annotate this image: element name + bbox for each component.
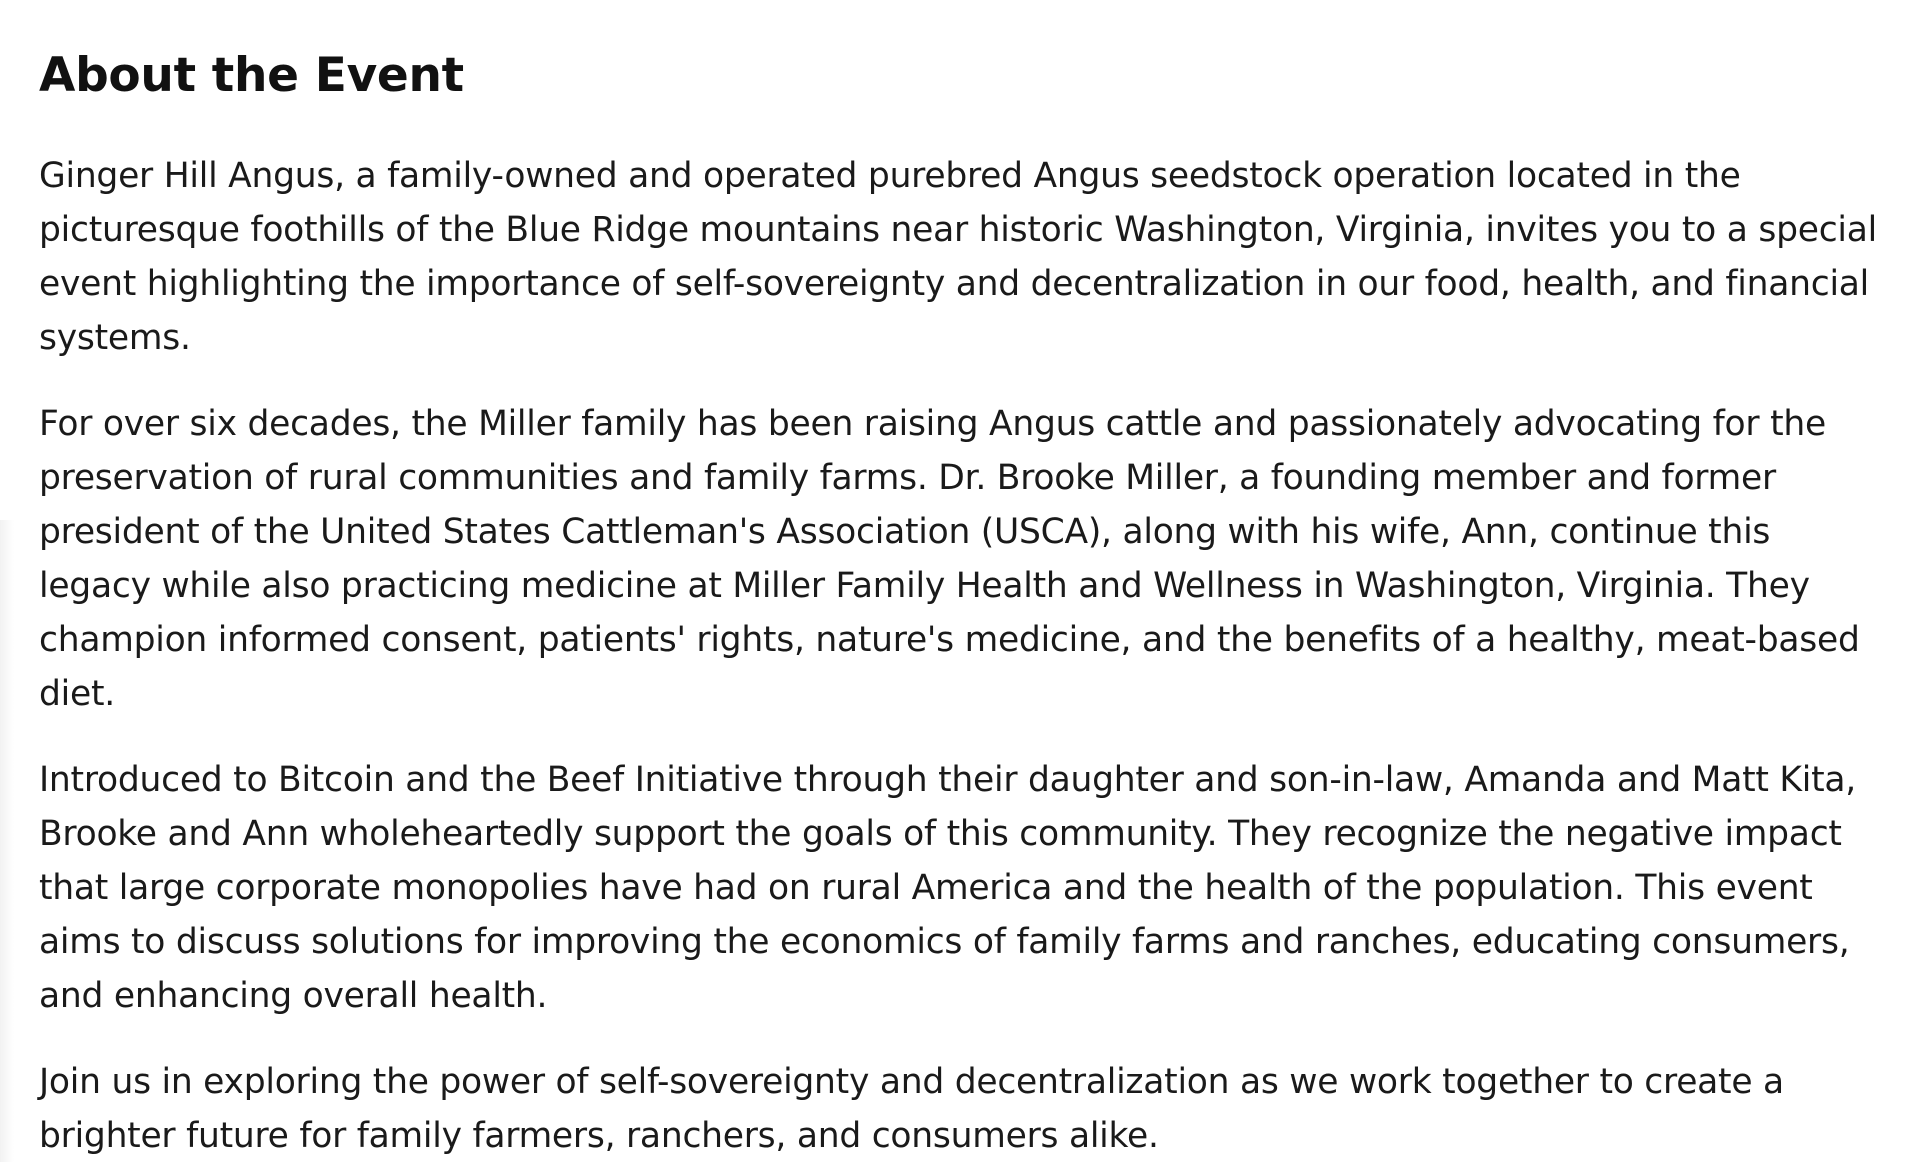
about-event-section <box>39 44 1889 1163</box>
paragraph-intro: Ginger Hill Angus, a family-owned and operated purebred Angus seedstock operation located in the picturesque foothills of the Blue Ridge mountains near historic Washington, Virginia, invites you to a special event highlighting the importance of self-sovereignty and decentralization in our food, health, and financial systems. <box>39 156 1877 358</box>
section-title: About the Event <box>39 48 464 103</box>
paragraph-family-history: For over six decades, the Miller family has been raising Angus cattle and passionately advocating for the preservation of rural communities and family farms. Dr. Brooke Miller, a founding member and former president of the United States Cattleman's Association (USCA), along with his wife, Ann, continue this legacy while also practicing medicine at Miller Family Health and Wellness in Washington, Virginia. They champion informed consent, patients' rights, nature's medicine, and the benefits of a healthy, meat-based diet. <box>39 404 1860 714</box>
paragraph-bitcoin-beef-initiative: Introduced to Bitcoin and the Beef Initiative through their daughter and son-in-law, Amanda and Matt Kita, Brooke and Ann wholeheartedly support the goals of this community. They recognize the negative impact that large corporate monopolies have had on rural America and the health of the population. This event aims to discuss solutions for improving the economics of family farms and ranches, educating consumers, and enhancing overall health. <box>39 760 1856 1016</box>
left-edge-shadow <box>0 520 14 1162</box>
paragraph-invitation: Join us in exploring the power of self-sovereignty and decentralization as we work together to create a brighter future for family farmers, ranchers, and consumers alike. <box>39 1062 1784 1156</box>
